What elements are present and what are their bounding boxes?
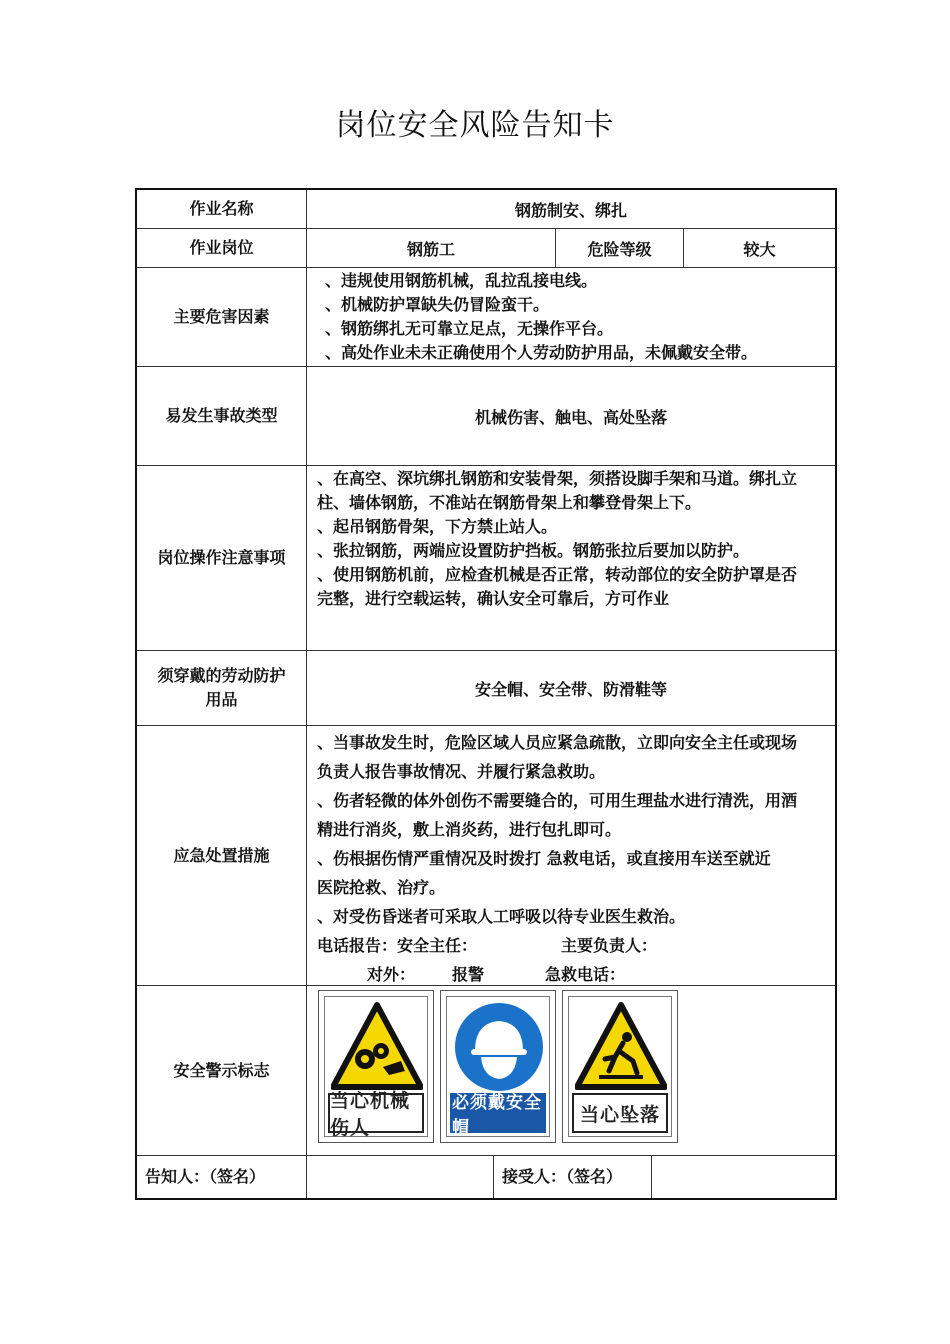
ppe-label-line1: 须穿戴的劳动防护	[157, 666, 286, 685]
sign-caption: 必须戴安全帽	[450, 1093, 546, 1133]
sign-caption: 当心坠落	[572, 1093, 668, 1133]
hazards-list	[307, 269, 835, 366]
sign-caption: 当心机械伤人	[328, 1093, 424, 1133]
emergency-text	[307, 727, 835, 985]
hazards-label: 主要危害因素	[173, 307, 270, 326]
risk-level-value: 较大	[743, 239, 776, 259]
machine-injury-sign	[318, 990, 434, 1143]
helmet-sign	[440, 990, 556, 1143]
risk-card	[135, 188, 837, 1200]
job-post-label: 作业岗位	[189, 238, 254, 257]
text-line: 、伤者轻微的体外创伤不需要缝合的，可用生理盐水进行清洗，用酒	[317, 791, 798, 810]
risk-level-label: 危险等级	[587, 239, 652, 259]
phone-report-label: 电话报告：安全主任：	[317, 936, 478, 955]
notifier-signature-field[interactable]	[307, 1156, 493, 1198]
precautions-text	[307, 467, 835, 650]
text-line: 、在高空、深坑绑扎钢筋和安装骨架，须搭设脚手架和马道。绑扎立	[317, 469, 798, 488]
job-name-value: 钢筋制安、绑扎	[514, 200, 627, 220]
fall-warning-icon	[575, 1001, 667, 1093]
main-person-label: 主要负责人：	[561, 936, 658, 955]
text-line: 精进行消炎，敷上消炎药，进行包扎即可。	[317, 820, 622, 839]
list-item: 、机械防护罩缺失仍冒险蛮干。	[325, 295, 550, 314]
helmet-mandatory-icon	[453, 1001, 545, 1093]
list-item: 、高处作业未未正确使用个人劳动防护用品，未佩戴安全带。	[325, 343, 758, 362]
text-line: 、当事故发生时，危险区域人员应紧急疏散，立即向安全主任或现场	[317, 733, 798, 752]
text-line: 、对受伤昏迷者可采取人工呼吸以待专业医生救治。	[317, 907, 686, 926]
emergency-label: 应急处置措施	[173, 845, 270, 865]
accidents-label: 易发生事故类型	[165, 406, 278, 425]
emergency-phone-label: 急救电话：	[545, 965, 626, 984]
receiver-label: 接受人：（签名）	[502, 1167, 623, 1186]
text-line: 、伤根据伤情严重情况及时拨打 急救电话，或直接用车送至就近	[317, 849, 771, 868]
page-title: 岗位安全风险告知卡	[335, 108, 615, 143]
accidents-value: 机械伤害、触电、高处坠落	[474, 407, 667, 427]
machine-injury-warning-icon	[331, 1001, 423, 1093]
ppe-value: 安全帽、安全带、防滑鞋等	[474, 679, 667, 699]
job-post-value: 钢筋工	[406, 239, 455, 259]
text-line: 完整，进行空载运转，确认安全可靠后，方可作业	[317, 589, 670, 608]
signs-label: 安全警示标志	[173, 1060, 270, 1080]
notifier-label: 告知人：（签名）	[145, 1167, 266, 1186]
list-item: 、违规使用钢筋机械，乱拉乱接电线。	[325, 271, 598, 290]
receiver-signature-field[interactable]	[652, 1156, 835, 1198]
job-name-label: 作业名称	[189, 199, 254, 218]
list-item: 、钢筋绑扎无可靠立足点，无操作平台。	[325, 319, 614, 338]
ppe-label	[137, 651, 306, 725]
text-line: 、使用钢筋机前，应检查机械是否正常，转动部位的安全防护罩是否	[317, 565, 798, 584]
text-line: 医院抢救、治疗。	[317, 878, 446, 897]
precautions-label: 岗位操作注意事项	[157, 548, 286, 567]
police-label: 报警	[452, 965, 485, 984]
ppe-label-line2: 用品	[205, 690, 238, 709]
text-line: 、起吊钢筋骨架，下方禁止站人。	[317, 517, 558, 536]
text-line: 、张拉钢筋，两端应设置防护挡板。钢筋张拉后要加以防护。	[317, 541, 750, 560]
text-line: 负责人报告事故情况、并履行紧急救助。	[317, 762, 606, 781]
text-line: 柱、墙体钢筋，不准站在钢筋骨架上和攀登骨架上下。	[317, 493, 702, 512]
external-label: 对外：	[367, 965, 416, 984]
fall-warning-sign	[562, 990, 678, 1143]
